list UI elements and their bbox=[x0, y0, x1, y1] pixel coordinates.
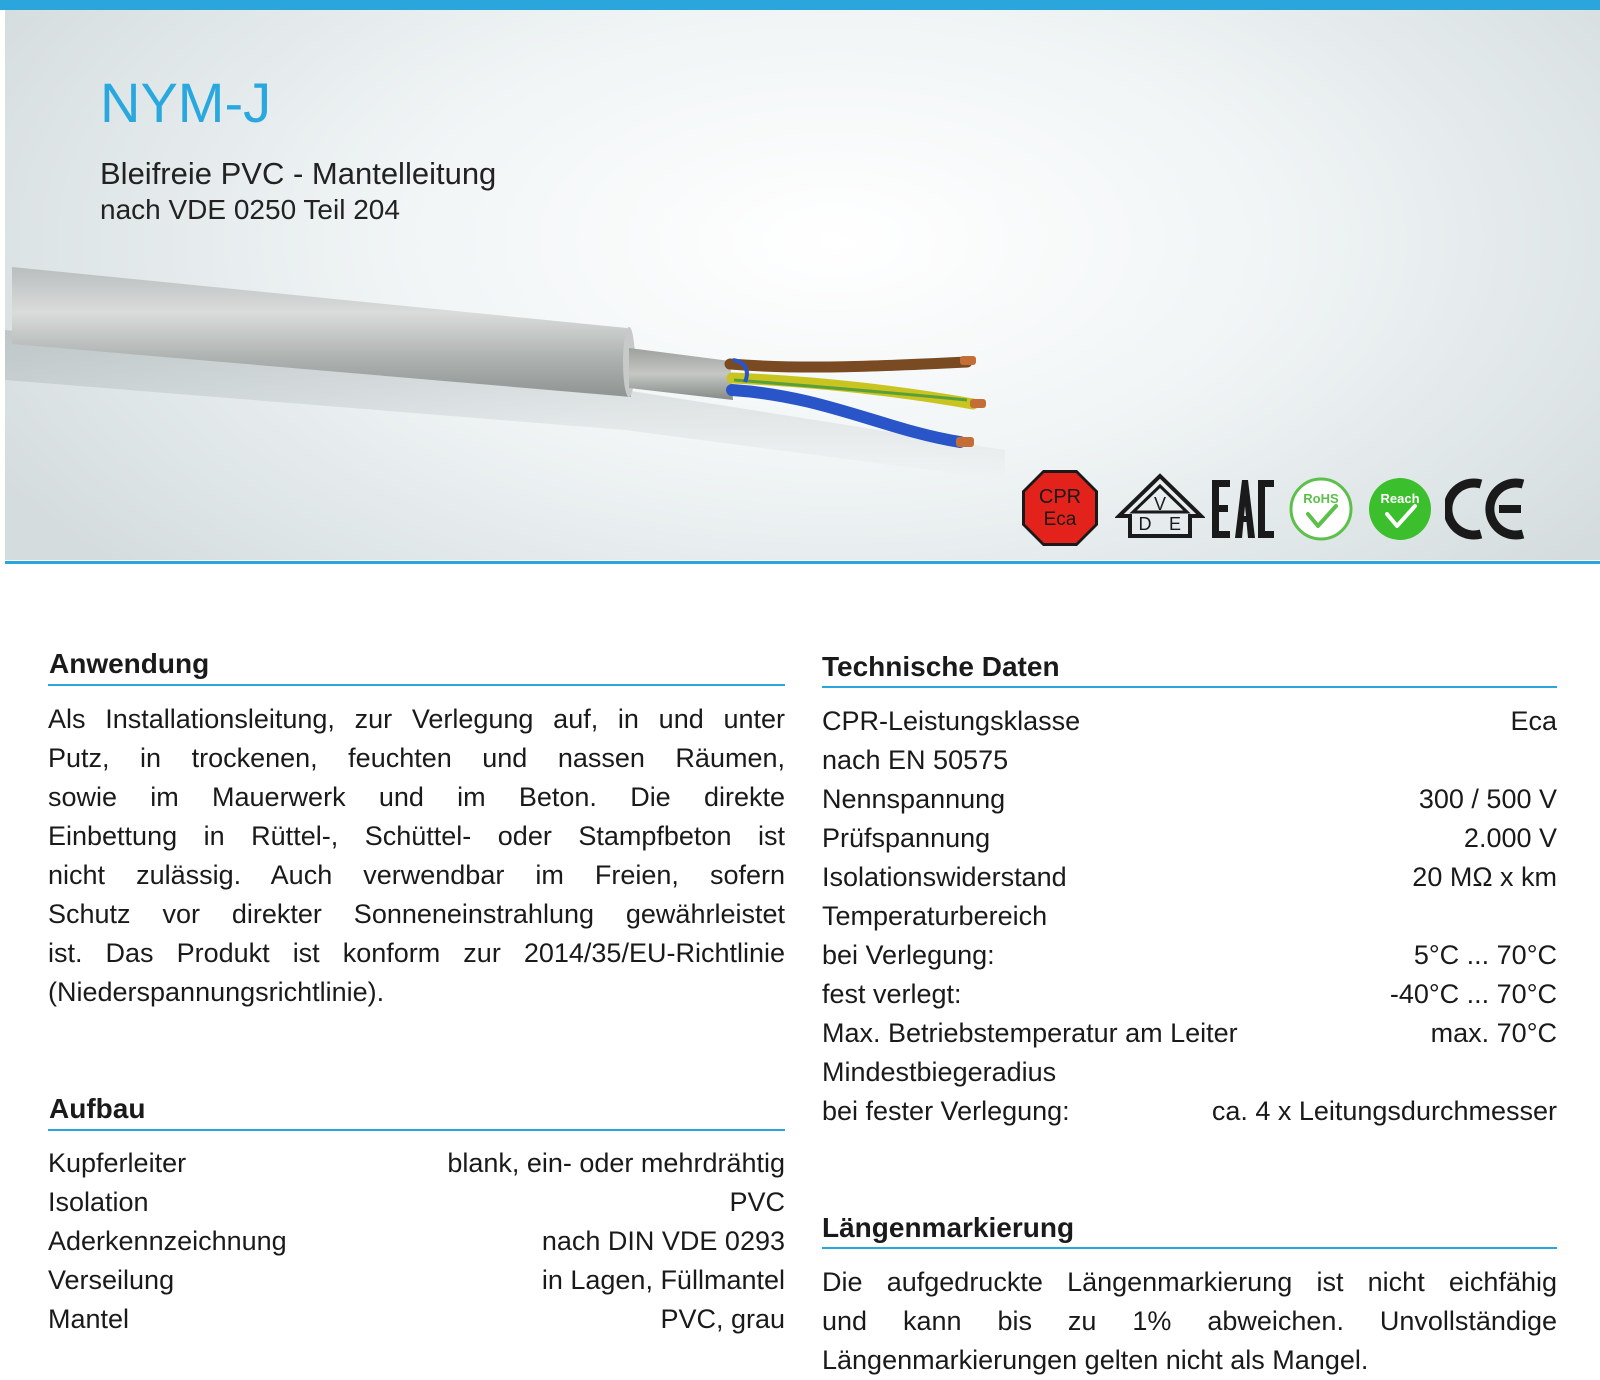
text-line: sowie im Mauerwerk und im Beton. Die direkte bbox=[48, 782, 785, 812]
spec-label: bei fester Verlegung: bbox=[822, 1096, 1070, 1126]
rohs-badge-icon bbox=[1288, 476, 1354, 542]
text-line: Die aufgedruckte Längenmarkierung ist nicht eichfähig bbox=[822, 1267, 1557, 1297]
text-line: ist. Das Produkt ist konform zur 2014/35/EU-Richtlinie bbox=[48, 938, 785, 968]
spec-value: blank, ein- oder mehrdrähtig bbox=[447, 1148, 785, 1178]
spec-row bbox=[822, 741, 1557, 780]
text-line: Putz, in trockenen, feuchten und nassen Räumen, bbox=[48, 743, 785, 773]
aufbau-table bbox=[48, 1144, 785, 1339]
vde-mark-icon bbox=[1115, 472, 1205, 544]
spec-row bbox=[822, 897, 1557, 936]
reach-badge-icon bbox=[1367, 476, 1433, 542]
spec-label: Aderkennzeichnung bbox=[48, 1226, 287, 1256]
spec-label: Temperaturbereich bbox=[822, 901, 1048, 931]
spec-value: 2.000 V bbox=[1463, 823, 1557, 853]
hero-banner bbox=[5, 10, 1600, 560]
spec-row bbox=[822, 780, 1557, 819]
spec-value: in Lagen, Füllmantel bbox=[541, 1265, 785, 1295]
spec-row bbox=[822, 1053, 1557, 1092]
product-title: NYM-J bbox=[100, 71, 272, 134]
reach-badge-label: Reach bbox=[1380, 491, 1420, 506]
cpr-badge-class: Eca bbox=[1043, 509, 1077, 530]
spec-row bbox=[48, 1183, 785, 1222]
spec-value: PVC bbox=[729, 1187, 785, 1217]
text-line: Einbettung in Rüttel-, Schüttel- oder Stampfbeton ist bbox=[48, 821, 785, 851]
cable-image bbox=[5, 10, 1600, 560]
top-accent-bar bbox=[0, 0, 1600, 10]
hero-divider bbox=[5, 561, 1600, 564]
spec-row bbox=[822, 1092, 1557, 1131]
spec-label: Verseilung bbox=[48, 1265, 175, 1295]
spec-label: Prüfspannung bbox=[822, 823, 991, 853]
anwendung-text bbox=[48, 700, 785, 1012]
spec-value: 5°C ... 70°C bbox=[1413, 940, 1557, 970]
product-subtitle: Bleifreie PVC - Mantelleitung bbox=[100, 156, 497, 191]
spec-label: Mantel bbox=[48, 1304, 130, 1334]
section-heading-laengenmarkierung: Längenmarkierung bbox=[822, 1212, 1075, 1243]
technische-daten-table bbox=[822, 702, 1557, 1131]
section-heading-anwendung: Anwendung bbox=[49, 648, 210, 679]
spec-value: 20 MΩ x km bbox=[1412, 862, 1557, 892]
rohs-badge-label: RoHS bbox=[1303, 491, 1339, 506]
spec-label: Isolationswiderstand bbox=[822, 862, 1067, 892]
spec-row bbox=[48, 1300, 785, 1339]
section-rule bbox=[822, 1247, 1557, 1249]
cpr-badge-text: CPR bbox=[1038, 486, 1082, 508]
text-line: (Niederspannungsrichtlinie). bbox=[48, 977, 385, 1007]
spec-row bbox=[822, 702, 1557, 741]
svg-text:V: V bbox=[1153, 494, 1167, 514]
section-rule bbox=[822, 686, 1557, 688]
spec-row bbox=[822, 819, 1557, 858]
spec-label: Kupferleiter bbox=[48, 1148, 187, 1178]
spec-label: nach EN 50575 bbox=[822, 745, 1009, 775]
spec-row bbox=[822, 936, 1557, 975]
spec-row bbox=[822, 858, 1557, 897]
spec-value: max. 70°C bbox=[1430, 1018, 1557, 1048]
spec-row bbox=[48, 1222, 785, 1261]
spec-label: Nennspannung bbox=[822, 784, 1006, 814]
text-line: Als Installationsleitung, zur Verlegung auf, in und unter bbox=[48, 704, 785, 734]
ce-mark-icon bbox=[1445, 478, 1529, 540]
section-rule bbox=[48, 1129, 785, 1131]
section-heading-technische-daten: Technische Daten bbox=[822, 651, 1060, 682]
spec-row bbox=[48, 1261, 785, 1300]
text-line: und kann bis zu 1% abweichen. Unvollständige bbox=[822, 1306, 1557, 1336]
spec-value: Eca bbox=[1510, 706, 1557, 736]
spec-value: nach DIN VDE 0293 bbox=[541, 1226, 785, 1256]
text-line: nicht zulässig. Auch verwendbar im Freien, sofern bbox=[48, 860, 785, 890]
svg-text:D: D bbox=[1138, 514, 1152, 534]
spec-label: bei Verlegung: bbox=[822, 940, 995, 970]
svg-text:E: E bbox=[1168, 514, 1182, 534]
spec-label: CPR-Leistungsklasse bbox=[822, 706, 1081, 736]
spec-value: 300 / 500 V bbox=[1418, 784, 1557, 814]
text-line: Schutz vor direkter Sonneneinstrahlung gewährleistet bbox=[48, 899, 785, 929]
spec-label: Mindestbiegeradius bbox=[822, 1057, 1057, 1087]
spec-value: PVC, grau bbox=[660, 1304, 785, 1334]
spec-row bbox=[822, 1014, 1557, 1053]
spec-label: Max. Betriebstemperatur am Leiter bbox=[822, 1018, 1238, 1048]
text-line: Längenmarkierungen gelten nicht als Mangel. bbox=[822, 1345, 1369, 1375]
laengenmarkierung-text bbox=[822, 1263, 1557, 1380]
section-heading-aufbau: Aufbau bbox=[49, 1093, 146, 1124]
section-rule bbox=[48, 684, 785, 686]
spec-label: Isolation bbox=[48, 1187, 149, 1217]
cpr-badge-icon bbox=[1020, 468, 1100, 548]
product-standard: nach VDE 0250 Teil 204 bbox=[100, 194, 400, 225]
spec-row bbox=[48, 1144, 785, 1183]
spec-value: -40°C ... 70°C bbox=[1389, 979, 1557, 1009]
spec-label: fest verlegt: bbox=[822, 979, 962, 1009]
eac-mark-icon bbox=[1210, 476, 1276, 542]
spec-row bbox=[822, 975, 1557, 1014]
spec-value: ca. 4 x Leitungsdurchmesser bbox=[1211, 1096, 1557, 1126]
